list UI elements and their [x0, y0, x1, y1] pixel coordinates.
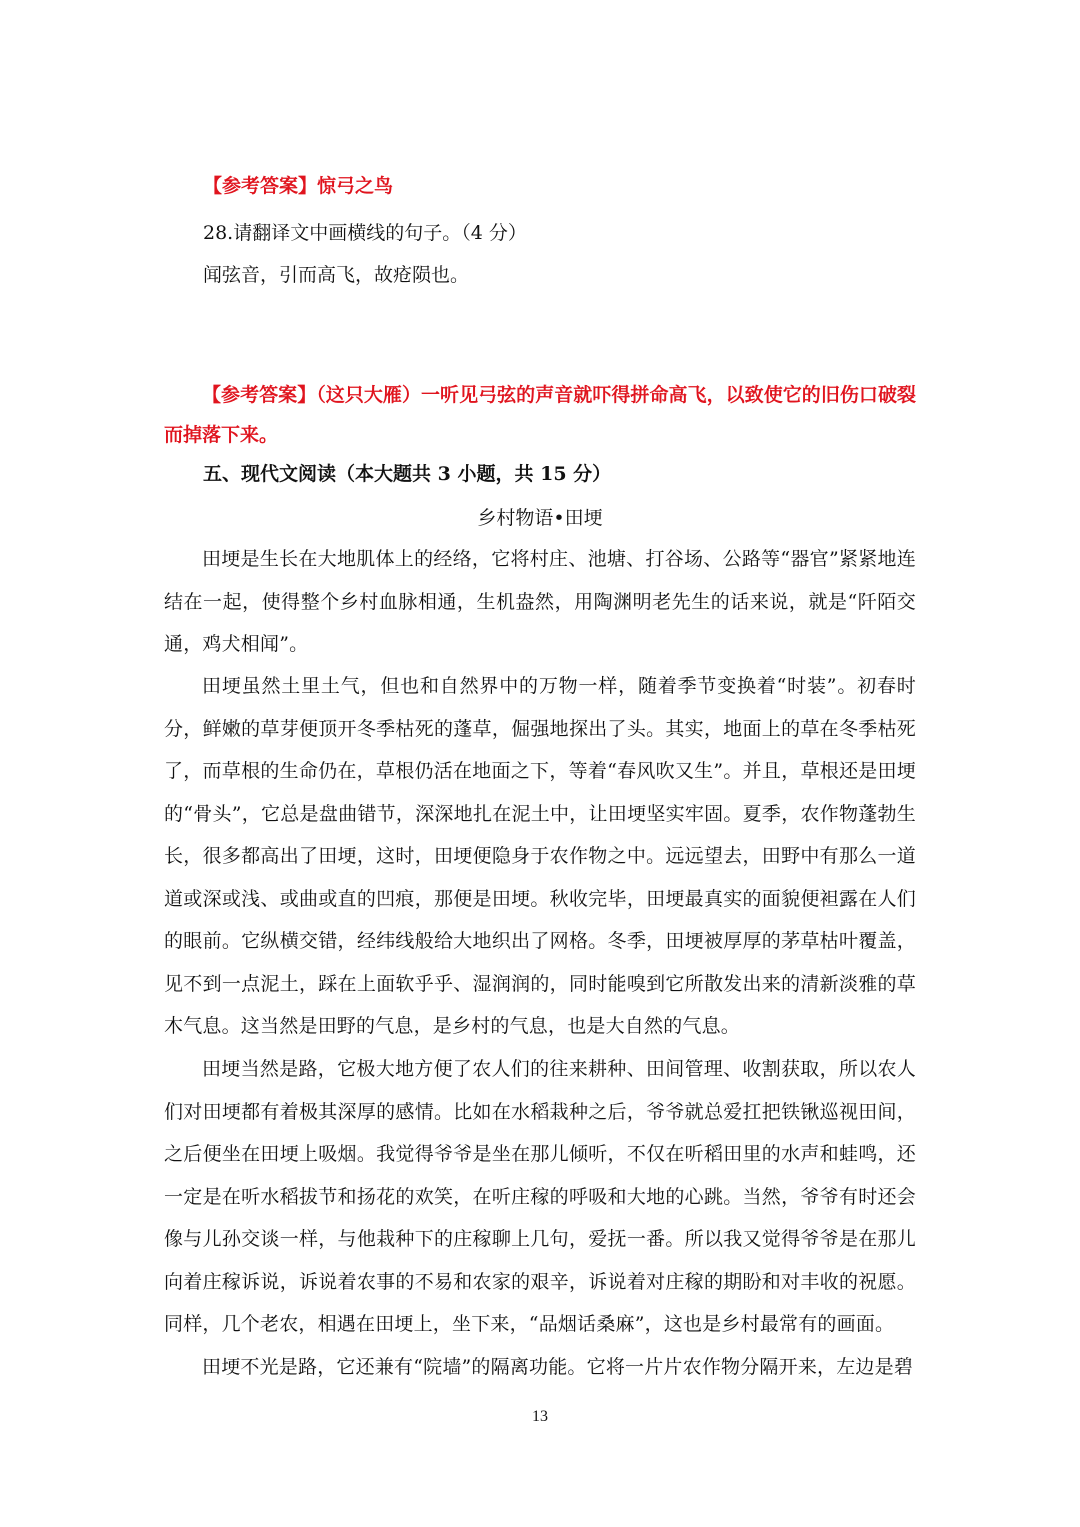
section-heading-prefix: 五、现代文阅读（本大题共: [203, 463, 438, 485]
reference-answer-1: [203, 173, 393, 199]
answer-text: （这只大雁）一听见弓弦的声音就吓得拼命高飞，以致使它的旧伤口破裂而掉落下来。: [164, 384, 916, 446]
question-28: 28.请翻译文中画横线的句子。（4 分）: [203, 222, 527, 244]
article-paragraph: 田埂不光是路，它还兼有“院墙”的隔离功能。它将一片片农作物分隔开来，左边是碧: [202, 1356, 914, 1378]
article-paragraph: 田埂是生长在大地肌体上的经络，它将村庄、池塘、打谷场、公路等“器官”紧紧地连结在一起，使得整个乡村血脉相通，生机盎然，用陶渊明老先生的话来说，就是“阡陌交通，鸡犬相闻”。: [164, 548, 916, 655]
section-heading-mid: 小题，共: [450, 463, 541, 485]
article-title: 乡村物语•田埂: [477, 507, 603, 529]
article-paragraph: 田埂虽然土里土气，但也和自然界中的万物一样，随着季节变换着“时装”。初春时分，鲜嫩的草芽便顶开冬季枯死的蓬草，倔强地探出了头。其实，地面上的草在冬季枯死了，而草根的生命仍在，草根仍活在地面之下，等着“春风吹又生”。并且，草根还是田埂的“骨头”，它总是盘曲错节，深深地扎在泥土中，让田埂坚实牢固。夏季，农作物蓬勃生长，很多都高出了田埂，这时，田埂便隐身于农作物之中。远远望去，田野中有那么一道道或深或浅、或曲或直的凹痕，那便是田埂。秋收完毕，田埂最真实的面貌便袒露在人们的眼前。它纵横交错，经纬线般给大地织出了网格。冬季，田埂被厚厚的茅草枯叶覆盖，见不到一点泥土，踩在上面软乎乎、湿润润的，同时能嗅到它所散发出来的清新淡雅的草木气息。这当然是田野的气息，是乡村的气息，也是大自然的气息。: [164, 675, 916, 1037]
section-heading-suffix: 分）: [566, 463, 612, 485]
question-count: 3: [437, 463, 451, 485]
article-paragraph: 田埂当然是路，它极大地方便了农人们的往来耕种、田间管理、收割获取，所以农人们对田埂都有着极其深厚的感情。比如在水稻栽种之后，爷爷就总爱扛把铁锹巡视田间，之后便坐在田埂上吸烟。我觉得爷爷是坐在那儿倾听，不仅在听稻田里的水声和蛙鸣，还一定是在听水稻拔节和扬花的欢笑，在听庄稼的呼吸和大地的心跳。当然，爷爷有时还会像与儿孙交谈一样，与他栽种下的庄稼聊上几句，爱抚一番。所以我又觉得爷爷是在那儿向着庄稼诉说，诉说着农事的不易和农家的艰辛，诉说着对庄稼的期盼和对丰收的祝愿。同样，几个老农，相遇在田埂上，坐下来，“品烟话桑麻”，这也是乡村最常有的画面。: [164, 1058, 916, 1335]
answer-label: 【参考答案】: [203, 175, 318, 197]
reference-answer-2: [164, 375, 916, 455]
section-heading: [203, 461, 611, 487]
classical-quote: 闻弦音，引而高飞，故疮陨也。: [203, 264, 470, 286]
page-number: 13: [532, 1408, 548, 1425]
answer-text: 惊弓之鸟: [317, 175, 394, 197]
answer-label: 【参考答案】: [202, 384, 317, 406]
section-score: 15: [540, 463, 567, 485]
